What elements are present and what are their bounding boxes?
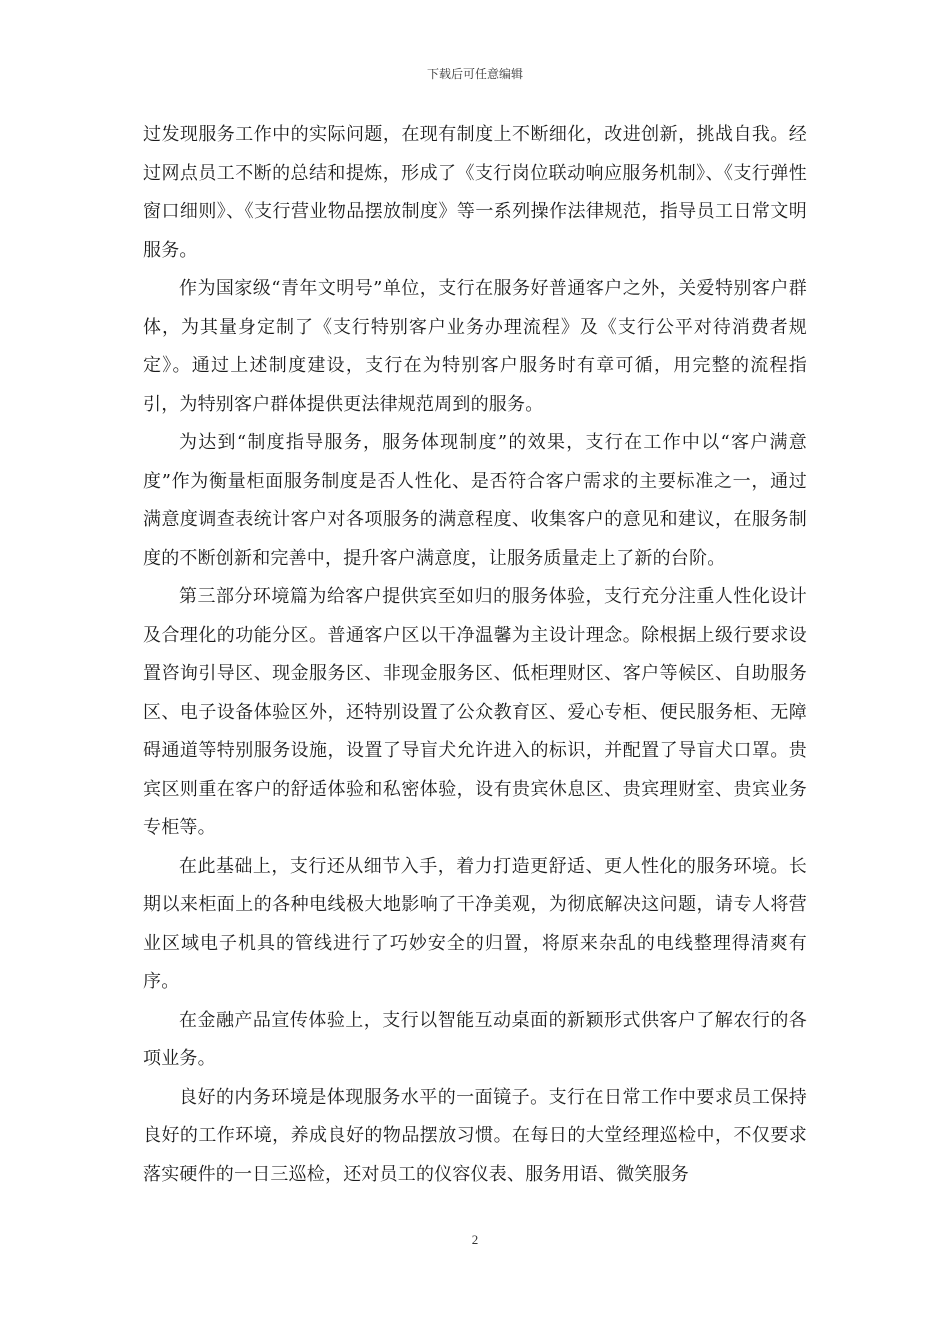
paragraph-5: 在此基础上，支行还从细节入手，着力打造更舒适、更人性化的服务环境。长期以来柜面上的各种电线极大地影响了干净美观，为彻底解决这问题，请专人将营业区域电子机具的管线进行了巧妙安全的归置，将原来杂乱的电线整理得清爽有序。 <box>143 855 807 992</box>
document-body <box>143 116 807 1194</box>
paragraph-7: 良好的内务环境是体现服务水平的一面镜子。支行在日常工作中要求员工保持良好的工作环境，养成良好的物品摆放习惯。在每日的大堂经理巡检中，不仅要求落实硬件的一日三巡检，还对员工的仪容仪表、服务用语、微笑服务 <box>143 1086 807 1185</box>
page-number: 2 <box>471 1232 479 1247</box>
paragraph-2: 作为国家级“青年文明号”单位，支行在服务好普通客户之外，关爱特别客户群体，为其量身定制了《支行特别客户业务办理流程》及《支行公平对待消费者规定》。通过上述制度建设，支行在为特别客户服务时有章可循，用完整的流程指引，为特别客户群体提供更法律规范周到的服务。 <box>143 278 807 415</box>
paragraph-6: 在金融产品宣传体验上，支行以智能互动桌面的新颖形式供客户了解农行的各项业务。 <box>143 1009 807 1069</box>
paragraph-1: 过发现服务工作中的实际问题，在现有制度上不断细化，改进创新，挑战自我。经过网点员工不断的总结和提炼，形成了《支行岗位联动响应服务机制》、《支行弹性窗口细则》、《支行营业物品摆放制度》等一系列操作法律规范，指导员工日常文明服务。 <box>143 124 807 261</box>
paragraph-4: 第三部分环境篇为给客户提供宾至如归的服务体验，支行充分注重人性化设计及合理化的功能分区。普通客户区以干净温馨为主设计理念。除根据上级行要求设置咨询引导区、现金服务区、非现金服务区、低柜理财区、客户等候区、自助服务区、电子设备体验区外，还特别设置了公众教育区、爱心专柜、便民服务柜、无障碍通道等特别服务设施，设置了导盲犬允许进入的标识，并配置了导盲犬口罩。贵宾区则重在客户的舒适体验和私密体验，设有贵宾休息区、贵宾理财室、贵宾业务专柜等。 <box>143 586 807 838</box>
paragraph-3: 为达到“制度指导服务，服务体现制度”的效果，支行在工作中以“客户满意度”作为衡量柜面服务制度是否人性化、是否符合客户需求的主要标准之一，通过满意度调查表统计客户对各项服务的满意程度、收集客户的意见和建议，在服务制度的不断创新和完善中，提升客户满意度，让服务质量走上了新的台阶。 <box>143 432 807 569</box>
page-header: 下载后可任意编辑 <box>426 67 523 81</box>
